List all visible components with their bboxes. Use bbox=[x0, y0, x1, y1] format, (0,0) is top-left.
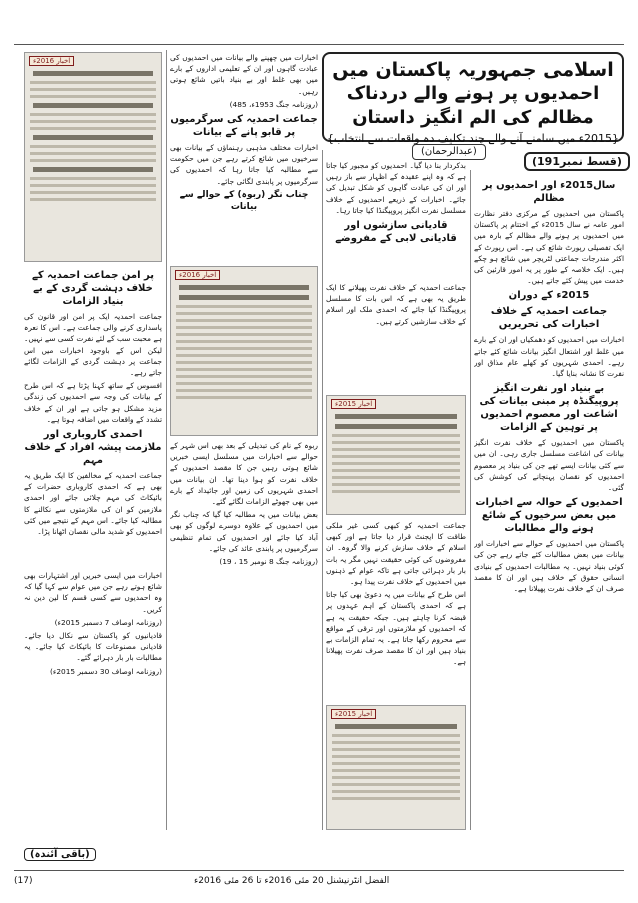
page-footer bbox=[14, 870, 624, 886]
clipping-stamp: اخبار 2015ء bbox=[331, 399, 376, 409]
clipping-stamp: اخبار 2016ء bbox=[29, 56, 74, 66]
newspaper-clipping bbox=[170, 266, 318, 436]
column-mid-left-bottom bbox=[170, 440, 318, 840]
section-heading: چناب نگر (ربوہ) کے حوالے سے بیانات bbox=[179, 189, 309, 212]
paragraph: اخبارات میں احمدیوں کو دھمکیاں اور ان کے بارے میں غلط اور اشتعال انگیز بیانات شائع کئے جاتے رہے۔ احمدی شہریوں کو کھلے عام مذاق اور نفرت کا نشانہ بنایا گیا۔ bbox=[474, 335, 624, 379]
paragraph: پاکستان میں احمدیوں کے حوالے سے اخبارات اور بیانات میں بعض مطالبات کئے جاتے رہے جن کی کوئی بنیاد نہیں۔ یہ مطالبات احمدیوں کے بنیادی انسانی حقوق کے خلاف ہیں اور ان کا مقصد صرف ان کے خلاف نفرت پھیلانا ہے۔ bbox=[474, 539, 624, 594]
column-mid-right-mid bbox=[326, 282, 466, 392]
clipping-stamp: اخبار 2015ء bbox=[331, 709, 376, 719]
paragraph: قادیانیوں کو پاکستان سے نکال دیا جائے۔ قادیانی مصنوعات کا بائیکاٹ کیا جائے۔ یہ مطالبات بار بار دہرائے گئے۔ bbox=[24, 631, 162, 663]
continued-label: (باقی آئندہ) bbox=[24, 848, 96, 861]
paragraph: بعض بیانات میں یہ مطالبہ کیا گیا کہ چناب نگر میں احمدیوں کے علاوہ دوسرے لوگوں کو بھی آباد کیا جائے اور احمدیوں کی تمام تنظیمی سرگرمیوں پر پابندی عائد کی جائے۔ bbox=[170, 510, 318, 553]
column-mid-left-top bbox=[170, 52, 318, 262]
paragraph: اس طرح کے بیانات میں یہ دعویٰ بھی کیا جاتا ہے کہ احمدی پاکستان کے اہم عہدوں پر قبضہ کرنا چاہتے ہیں۔ جبکہ حقیقت یہ ہے کہ احمدیوں کو ملازمتوں اور ترقی کے مواقع سے محروم رکھا جاتا ہے۔ یہ تمام الزامات بے بنیاد ہیں اور ان کا مقصد صرف نفرت پھیلانا ہے۔ bbox=[326, 590, 466, 667]
citation: (روزنامہ جنگ 8 نومبر 15 ، 19) bbox=[219, 557, 318, 567]
column-divider bbox=[166, 50, 167, 830]
section-heading: سال2015ء اور احمدیوں پر مظالم bbox=[482, 180, 616, 204]
page-number: (17) bbox=[14, 876, 33, 886]
paragraph: ربوہ کے نام کی تبدیلی کے بعد بھی اس شہر کے حوالے سے اخبارات میں مسلسل ایسی خبریں شائع ہوتی رہیں جن کا مقصد احمدیوں کے خلاف نفرت کو ہوا دینا تھا۔ ان بیانات میں احمدی شہریوں کی زمین اور جائیداد کے بارے میں بھی جھوٹے الزامات لگائے گئے۔ bbox=[170, 441, 318, 507]
paragraph: جماعت احمدیہ کے مخالفین کا ایک طریق یہ بھی ہے کہ احمدی کاروباری حضرات کے بائیکاٹ کی مہم چلائی جائے اور احمدی ملازمین کو ان کی ملازمتوں سے نکالنے کا مطالبہ کیا جائے۔ اس مہم کے نتیجے میں کئی احمدیوں کو شدید مالی نقصان اٹھانا پڑا۔ bbox=[24, 471, 162, 537]
section-heading: جماعت احمدیہ کے خلاف اخبارات کی تحریریں bbox=[490, 306, 608, 331]
section-heading: بے بنیاد اور نفرت انگیز پروپیگنڈہ پر مبنی بیانات کی اشاعت اور معصوم احمدیوں پر توہین کے الزامات bbox=[479, 383, 619, 434]
citation: (روزنامہ اوصاف 7 دسمبر 2015ء) bbox=[54, 617, 162, 627]
column-right bbox=[474, 176, 624, 836]
title-line-1: اسلامی جمہوریہ پاکستان میں bbox=[332, 59, 614, 81]
column-mid-right-top bbox=[326, 160, 466, 280]
column-divider bbox=[322, 150, 323, 830]
column-mid-right-bottom bbox=[326, 520, 466, 700]
publication-info: الفضل انٹرنیشنل 20 مئی 2016ء تا 26 مئی 2016ء bbox=[194, 876, 390, 886]
column-divider bbox=[470, 170, 471, 830]
paragraph: افسوس کے ساتھ کہنا پڑتا ہے کہ اس طرح کے بیانات کی وجہ سے احمدیوں کی زندگی مزید مشکل ہو جاتی ہے اور ان کے خلاف تشدد کے واقعات میں اضافہ ہوتا ہے۔ bbox=[24, 381, 162, 424]
section-heading: 2015ء کے دوران bbox=[508, 290, 590, 302]
section-heading: احمدیوں کے حوالہ سے اخبارات میں بعض سرخیوں کے شائع ہونے والے مطالبات bbox=[475, 497, 623, 535]
paragraph: جماعت احمدیہ کو کبھی کسی غیر ملکی طاقت کا ایجنٹ قرار دیا جاتا ہے اور کبھی اسلام کے خلاف سازش کرنے والا گروہ۔ ان مفروضوں کی کوئی حقیقت نہیں مگر یہ بات بار بار دہرائی جاتی ہے تاکہ عوام کے ذہنوں میں احمدیوں کے خلاف نفرت پیدا ہو۔ bbox=[326, 521, 466, 587]
paragraph: اخبارات میں چھپنے والے بیانات میں احمدیوں کی عبادت گاہوں اور ان کے تعلیمی اداروں کے بارے میں بھی غلط اور بے بنیاد باتیں شائع ہوتی رہیں۔ bbox=[170, 53, 318, 96]
top-rule bbox=[14, 44, 624, 45]
clipping-stamp: اخبار 2016ء bbox=[175, 270, 220, 280]
title-line-2: احمدیوں پر ہونے والے دردناک مظالم کی الم انگیز داستان bbox=[346, 83, 600, 128]
paragraph: اخبارات مختلف مذہبی رہنماؤں کے بیانات بھی سرخیوں میں شائع کرتے رہے جن میں حکومت سے مطالبہ کیا جاتا رہا کہ احمدیوں کی سرگرمیوں پر پابندی لگائی جائے۔ bbox=[170, 143, 318, 186]
section-heading: قادیانی سازشوں اور قادیانی لابی کے مفروضے bbox=[335, 220, 457, 245]
paragraph: پاکستان میں احمدیوں کے مرکزی دفتر نظارت امور عامہ نے سال 2015ء کے اختتام پر پاکستان میں احمدیوں پر ہونے والے مظالم کے بارہ میں ایک تفصیلی رپورٹ شائع کی ہے۔ اس رپورٹ کے اکثر مندرجات جماعتی لٹریچر میں شائع ہو چکے ہیں۔ ایک خلاصہ کے طور پر یہ امور قارئین کی خدمت میں پیش کئے جاتے ہیں۔ bbox=[474, 209, 624, 286]
paragraph: اخبارات میں ایسی خبریں اور اشتہارات بھی شائع ہوتے رہے جن میں عوام سے کہا گیا کہ وہ احمدیوں سے کسی قسم کا لین دین نہ کریں۔ bbox=[24, 571, 162, 614]
installment-badge: (قسط نمبر191) bbox=[524, 152, 630, 171]
section-heading: پر امن جماعت احمدیہ کے خلاف دہشت گردی کے بے بنیاد الزامات bbox=[31, 270, 154, 307]
article-title-box bbox=[322, 52, 624, 145]
newspaper-clipping bbox=[24, 52, 162, 262]
paragraph: بدکردار بنا دیا گیا۔ احمدیوں کو مجبور کیا جاتا ہے کہ وہ اپنے عقیدہ کے اظہار سے باز رہیں اور ان کی عبادت گاہوں کو شکل تبدیل کی جائے۔ اخبارات کے ذریعے احمدیوں کے خلاف مسلسل نفرت انگیز پروپیگنڈا کیا جاتا رہا۔ bbox=[326, 161, 466, 215]
citation: (روزنامہ اوصاف 30 دسمبر 2015ء) bbox=[49, 666, 162, 676]
author-name: (عبدالرحمان) bbox=[412, 144, 486, 160]
newspaper-clipping bbox=[326, 395, 466, 515]
column-left-bottom bbox=[24, 570, 162, 840]
column-left bbox=[24, 266, 162, 566]
paragraph: جماعت احمدیہ کے خلاف نفرت پھیلانے کا ایک طریق یہ بھی ہے کہ اس بات کا مسلسل پروپیگنڈا کیا جائے کہ احمدی ملک اور اسلام کے خلاف سازشیں کرتے ہیں۔ bbox=[326, 283, 466, 326]
section-heading: جماعت احمدیہ کی سرگرمیوں پر قابو پانے کے بیانات bbox=[170, 114, 318, 139]
paragraph: جماعت احمدیہ ایک پر امن اور قانون کی پاسداری کرنے والی جماعت ہے۔ اس کا نعرہ ہے محبت سب کے لئے نفرت کسی سے نہیں۔ لیکن اس کے باوجود اخبارات میں اس جماعت پر دہشت گردی کے الزامات لگائے جاتے رہے۔ bbox=[24, 312, 162, 378]
newspaper-clipping bbox=[326, 705, 466, 830]
paragraph: پاکستان میں احمدیوں کے خلاف نفرت انگیز بیانات کی اشاعت مسلسل جاری رہی۔ ان میں سے کئی بیانات ایسے تھے جن کی بنیاد پر معصوم احمدیوں کو نقصان پہنچانے کی کوشش کی گئی۔ bbox=[474, 438, 624, 493]
citation: (روزنامہ جنگ 1953ء، 485) bbox=[229, 99, 318, 109]
title-line-3: {2015ء میں سامنے آنے والے چند تکلیف دہ واقعات سے انتخاب} bbox=[327, 132, 619, 145]
section-heading: احمدی کاروباری اور ملازمت پیشہ افراد کے خلاف مہم bbox=[24, 429, 162, 467]
